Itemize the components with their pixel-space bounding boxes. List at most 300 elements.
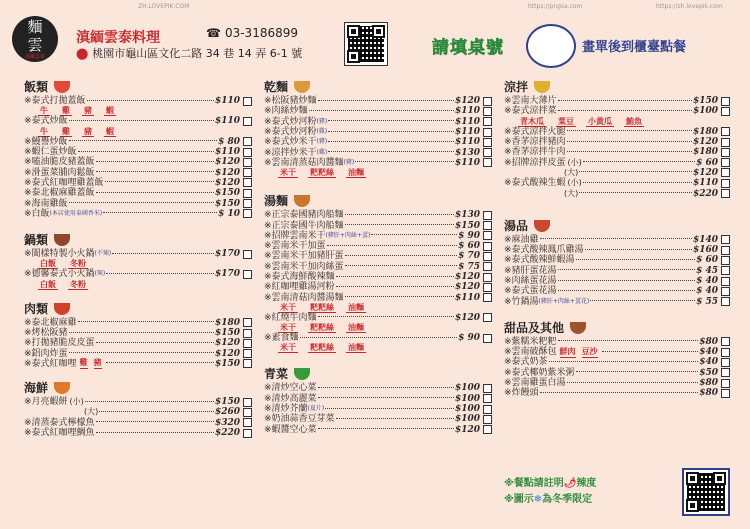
footer-text-2b: 為冬季限定 xyxy=(542,494,593,505)
menu-item-row[interactable] xyxy=(504,157,730,167)
item-name: ※泰式酸辣生蝦 xyxy=(504,178,566,189)
option-label: 豬 xyxy=(84,106,92,116)
item-price: $110 xyxy=(454,137,480,148)
section-title xyxy=(264,192,492,210)
dotted-leader xyxy=(69,140,218,141)
menu-item-row[interactable] xyxy=(504,106,730,116)
order-checkbox[interactable] xyxy=(483,384,492,393)
food-bowl-icon xyxy=(534,220,550,232)
dotted-leader xyxy=(579,192,692,193)
order-checkbox[interactable] xyxy=(483,221,492,230)
item-note: (本店使用泰國香米) xyxy=(49,209,103,217)
section-title-text: 鍋類 xyxy=(24,232,49,247)
order-checkbox[interactable] xyxy=(721,287,730,296)
order-checkbox[interactable] xyxy=(483,334,492,343)
order-checkbox[interactable] xyxy=(483,415,492,424)
order-checkbox[interactable] xyxy=(243,117,252,126)
item-price: $110 xyxy=(454,106,480,117)
item-name: ※月亮蝦餅 xyxy=(24,397,68,408)
menu-section xyxy=(24,300,252,369)
menu-item-row[interactable] xyxy=(24,359,252,369)
item-price: $120 xyxy=(454,424,480,435)
menu-column-3 xyxy=(504,78,730,399)
menu-item-row[interactable] xyxy=(24,188,252,198)
item-name: ※炸饅頭 xyxy=(504,388,539,399)
menu-item-row[interactable] xyxy=(504,286,730,296)
item-name: ※泰式紅咖哩雞蓋飯 xyxy=(24,177,104,188)
menu-item-row[interactable] xyxy=(24,249,252,259)
food-bowl-icon xyxy=(570,322,586,334)
menu-item-row[interactable] xyxy=(264,220,492,230)
order-checkbox[interactable] xyxy=(721,337,730,346)
menu-item-row[interactable] xyxy=(24,147,252,157)
menu-item-row[interactable] xyxy=(504,296,730,306)
dotted-leader xyxy=(583,182,692,183)
option-label: 牛 xyxy=(40,126,48,136)
menu-item-row[interactable] xyxy=(264,147,492,157)
menu-item-row[interactable] xyxy=(24,407,252,417)
menu-section xyxy=(24,78,252,219)
item-price: $120 xyxy=(454,282,480,293)
order-checkbox[interactable] xyxy=(243,418,252,427)
order-checkbox[interactable] xyxy=(243,339,252,348)
watermark-right: https://zh.lovepik.com xyxy=(656,3,723,10)
item-name: ※泰式蛋花湯 xyxy=(504,286,557,297)
menu-item-row[interactable] xyxy=(24,338,252,348)
order-checkbox[interactable] xyxy=(721,148,730,157)
dotted-leader xyxy=(540,392,699,393)
order-checkbox[interactable] xyxy=(721,235,730,244)
footer-text-1: ※餐點請註明 xyxy=(504,478,564,489)
order-checkbox[interactable] xyxy=(721,246,730,255)
option-label: 小黃瓜 xyxy=(588,116,612,126)
phone-icon: ☎ xyxy=(206,26,221,40)
item-price: $110 xyxy=(692,178,718,189)
menu-item-row[interactable] xyxy=(264,394,492,404)
section-title xyxy=(24,379,252,397)
dotted-leader xyxy=(96,421,214,422)
food-bowl-icon xyxy=(54,382,70,394)
item-name: ※泰式紅咖哩 xyxy=(24,358,77,369)
watermark-bar xyxy=(0,0,750,14)
menu-item-row[interactable] xyxy=(264,333,492,343)
item-name: ※香茅涼拌豬肉 xyxy=(504,137,566,148)
dotted-leader xyxy=(345,214,454,215)
item-name: ※雲南清蒸菇肉醬麵 xyxy=(264,157,344,168)
item-note: (豬) xyxy=(343,158,355,166)
dotted-leader xyxy=(309,110,454,111)
item-price: $110 xyxy=(454,116,480,127)
item-name: ※泰式酸辣鳳爪雞湯 xyxy=(504,245,584,256)
item-note: (豬肝+肉絲+蛋) xyxy=(325,231,371,239)
dotted-leader xyxy=(558,100,692,101)
menu-item-row[interactable] xyxy=(504,337,730,347)
order-checkbox[interactable] xyxy=(721,358,730,367)
food-bowl-icon xyxy=(54,303,70,315)
option-label: 油麵 xyxy=(348,168,364,178)
item-price: $ 10 xyxy=(218,208,240,219)
item-name: ※雲南米干加肉絲蛋 xyxy=(264,261,344,272)
item-name: ※泰北椒麻雞蓋飯 xyxy=(24,188,95,199)
order-checkbox[interactable] xyxy=(721,266,730,275)
item-name: ※打拋豬脆皮皮蛋 xyxy=(24,338,95,349)
menu-item-row[interactable] xyxy=(24,96,252,106)
snowflake-icon: ❄ xyxy=(533,494,543,505)
menu-item-row[interactable] xyxy=(24,328,252,338)
option-label: 油麵 xyxy=(348,323,364,333)
option-label: 粑粑絲 xyxy=(310,323,334,333)
option-label: 白飯 xyxy=(40,259,56,269)
item-price: $80 xyxy=(699,388,718,399)
order-checkbox[interactable] xyxy=(243,250,252,259)
item-price: $ 60 xyxy=(696,157,718,168)
item-name: ※松阪豬炒麵 xyxy=(264,96,317,107)
qr-code-top[interactable] xyxy=(344,22,388,66)
menu-item-row[interactable] xyxy=(24,116,252,126)
menu-item-row[interactable] xyxy=(504,235,730,245)
item-price: $220 xyxy=(692,188,718,199)
item-name: ※閩樣特製小火鍋 xyxy=(24,249,95,260)
menu-item-row[interactable] xyxy=(24,428,252,438)
order-checkbox[interactable] xyxy=(483,262,492,271)
order-checkbox[interactable] xyxy=(483,405,492,414)
order-checkbox[interactable] xyxy=(721,107,730,116)
order-checkbox[interactable] xyxy=(483,148,492,157)
order-checkbox[interactable] xyxy=(483,394,492,403)
dotted-leader xyxy=(325,408,454,409)
menu-item-row[interactable] xyxy=(264,292,492,302)
menu-item-row[interactable] xyxy=(24,397,252,407)
order-checkbox[interactable] xyxy=(243,158,252,167)
order-checkbox[interactable] xyxy=(243,148,252,157)
menu-item-row[interactable] xyxy=(264,262,492,272)
order-checkbox[interactable] xyxy=(243,359,252,368)
item-price: $120 xyxy=(214,157,240,168)
item-price: $150 xyxy=(454,220,480,231)
order-checkbox[interactable] xyxy=(483,313,492,322)
option-label: 冬粉 xyxy=(70,259,86,269)
dotted-leader xyxy=(106,273,214,274)
order-checkbox[interactable] xyxy=(483,231,492,240)
item-price: $180 xyxy=(692,147,718,158)
item-name: ※雲南清菇肉醬湯麵 xyxy=(264,292,344,303)
item-price: $150 xyxy=(214,328,240,338)
item-note: (不辣) xyxy=(94,250,112,258)
menu-item-row[interactable] xyxy=(504,127,730,137)
dotted-leader xyxy=(345,255,458,256)
item-name: ※泰式海鮮酸辣麵 xyxy=(264,272,335,282)
order-checkbox[interactable] xyxy=(483,107,492,116)
order-title: 請填桌號 xyxy=(432,38,504,58)
menu-item-row[interactable] xyxy=(504,266,730,276)
item-options xyxy=(24,127,252,137)
menu-item-row[interactable] xyxy=(264,96,492,106)
item-name: ※泰式炒米干 xyxy=(264,137,317,148)
menu-item-row[interactable] xyxy=(24,157,252,167)
menu-item-row[interactable] xyxy=(24,418,252,428)
menu-item-row[interactable] xyxy=(264,106,492,116)
item-price: $80 xyxy=(699,336,718,347)
item-name: ※泰式椰奶紫米粥 xyxy=(504,367,575,378)
item-name: ※竹鍋湯 xyxy=(504,296,539,307)
order-checkbox[interactable] xyxy=(243,168,252,177)
order-checkbox[interactable] xyxy=(243,408,252,417)
dotted-leader xyxy=(96,432,214,433)
order-checkbox[interactable] xyxy=(721,138,730,147)
order-checkbox[interactable] xyxy=(243,199,252,208)
dotted-leader xyxy=(345,265,458,266)
menu-item-row[interactable] xyxy=(264,383,492,393)
dotted-leader xyxy=(336,418,454,419)
dotted-leader xyxy=(567,141,692,142)
option-label: 冬粉 xyxy=(70,279,86,289)
dotted-leader xyxy=(567,130,692,131)
order-checkbox[interactable] xyxy=(721,179,730,188)
item-name: ※招牌涼拌皮蛋 xyxy=(504,157,566,168)
item-price: $120 xyxy=(214,348,240,359)
menu-column-2 xyxy=(264,78,492,435)
order-checkbox[interactable] xyxy=(243,209,252,218)
option-label: 米干 xyxy=(280,302,296,312)
menu-item-row[interactable] xyxy=(264,210,492,220)
menu-item-row[interactable] xyxy=(24,198,252,208)
order-checkbox[interactable] xyxy=(483,211,492,220)
order-checkbox[interactable] xyxy=(721,379,730,388)
item-name: ※香茅涼拌牛肉 xyxy=(504,147,566,158)
menu-item-row[interactable] xyxy=(264,241,492,251)
order-checkbox[interactable] xyxy=(483,425,492,434)
item-price: $100 xyxy=(454,414,480,425)
menu-item-row[interactable] xyxy=(24,318,252,328)
item-price: $150 xyxy=(214,198,240,209)
menu-item-row[interactable] xyxy=(504,245,730,255)
order-checkbox[interactable] xyxy=(243,270,252,279)
menu-item-row[interactable] xyxy=(264,282,492,292)
item-name: ※泰式打拋蓋飯 xyxy=(24,96,86,107)
item-options xyxy=(264,168,492,178)
section-title xyxy=(24,78,252,96)
item-name: ※豬肝蛋花湯 xyxy=(504,265,557,276)
order-checkbox[interactable] xyxy=(243,429,252,438)
item-price: $110 xyxy=(454,127,480,138)
order-checkbox[interactable] xyxy=(483,293,492,302)
option-label: 油麵 xyxy=(348,343,364,353)
item-options xyxy=(24,259,252,269)
item-name: ※泰式涼拌火腿 xyxy=(504,126,566,137)
dotted-leader xyxy=(585,249,692,250)
menu-section xyxy=(264,192,492,353)
order-checkbox[interactable] xyxy=(243,97,252,106)
order-checkbox[interactable] xyxy=(721,127,730,136)
order-checkbox[interactable] xyxy=(243,137,252,146)
store-logo xyxy=(12,16,58,62)
order-checkbox[interactable] xyxy=(483,283,492,292)
item-price: $320 xyxy=(214,417,240,428)
order-checkbox[interactable] xyxy=(483,97,492,106)
dotted-leader xyxy=(345,224,454,225)
menu-item-row[interactable] xyxy=(504,388,730,398)
order-checkbox[interactable] xyxy=(483,242,492,251)
menu-item-row[interactable] xyxy=(504,357,730,367)
item-name: ※德馨泰式小火鍋 xyxy=(24,269,95,280)
order-checkbox[interactable] xyxy=(243,178,252,187)
item-price: $100 xyxy=(454,404,480,415)
item-price: $ 80 xyxy=(218,136,240,147)
item-name: ※鋁肉炸蛋 xyxy=(24,348,68,359)
menu-item-row[interactable] xyxy=(24,167,252,177)
dotted-leader xyxy=(78,151,214,152)
item-price: $220 xyxy=(214,428,240,439)
menu-item-row[interactable] xyxy=(504,368,730,378)
dotted-leader xyxy=(318,428,454,429)
menu-item-row[interactable] xyxy=(264,313,492,323)
item-name: ※雲南米干加豬肝蛋 xyxy=(264,251,344,262)
footer-note-spice xyxy=(504,474,596,489)
item-price: $130 xyxy=(454,147,480,158)
dotted-leader xyxy=(540,238,692,239)
item-name: ※泰北椒麻雞 xyxy=(24,317,77,328)
menu-item-row[interactable] xyxy=(504,168,730,178)
item-price: $ 60 xyxy=(458,241,480,252)
option-label: 粑粑絲 xyxy=(310,168,334,178)
order-checkbox[interactable] xyxy=(721,297,730,306)
menu-item-row[interactable] xyxy=(264,231,492,241)
item-options xyxy=(264,343,492,353)
section-title xyxy=(264,365,492,383)
order-checkbox[interactable] xyxy=(483,273,492,282)
item-price: $40 xyxy=(699,357,718,368)
item-price: $150 xyxy=(214,188,240,199)
menu-item-row[interactable] xyxy=(504,137,730,147)
option-label: 米干 xyxy=(280,343,296,353)
order-checkbox[interactable] xyxy=(721,348,730,357)
section-title-text: 湯品 xyxy=(504,218,529,233)
menu-item-row[interactable] xyxy=(264,414,492,424)
menu-item-row[interactable] xyxy=(504,188,730,198)
menu-item-row[interactable] xyxy=(264,127,492,137)
dotted-leader xyxy=(96,342,214,343)
order-checkbox[interactable] xyxy=(483,158,492,167)
item-price: $110 xyxy=(214,147,240,158)
table-number-field[interactable] xyxy=(526,24,576,68)
menu-item-row[interactable] xyxy=(504,147,730,157)
menu-item-row[interactable] xyxy=(504,255,730,265)
option-label: 白飯 xyxy=(40,279,56,289)
menu-item-row[interactable] xyxy=(264,158,492,168)
menu-item-row[interactable] xyxy=(24,209,252,219)
order-checkbox[interactable] xyxy=(721,168,730,177)
item-name: ※雲南米干加蛋 xyxy=(264,241,326,252)
dotted-leader xyxy=(371,234,457,235)
menu-section xyxy=(504,217,730,307)
order-checkbox[interactable] xyxy=(721,97,730,106)
inline-option: 豆沙 xyxy=(581,346,598,356)
menu-item-row[interactable] xyxy=(264,117,492,127)
section-title xyxy=(24,300,252,318)
dotted-leader xyxy=(558,290,696,291)
dotted-leader xyxy=(567,151,692,152)
item-price: $150 xyxy=(214,397,240,408)
dotted-leader xyxy=(602,351,699,352)
section-title xyxy=(24,231,252,249)
address-text: 桃園市龜山區文化二路 34 巷 14 弄 6-1 號 xyxy=(92,47,303,60)
order-checkbox[interactable] xyxy=(243,349,252,358)
watermark-mid: https://pngsa.com xyxy=(528,3,583,10)
order-checkbox[interactable] xyxy=(243,318,252,327)
menu-item-row[interactable] xyxy=(264,272,492,282)
order-checkbox[interactable] xyxy=(721,158,730,167)
order-checkbox[interactable] xyxy=(721,368,730,377)
menu-item-row[interactable] xyxy=(24,137,252,147)
item-price: $ 90 xyxy=(458,333,480,344)
order-checkbox[interactable] xyxy=(721,277,730,286)
food-bowl-icon xyxy=(294,195,310,207)
item-note: (雞) xyxy=(316,148,328,156)
order-checkbox[interactable] xyxy=(721,256,730,265)
section-title-text: 海鮮 xyxy=(24,381,49,396)
item-price: $110 xyxy=(454,157,480,168)
dotted-leader xyxy=(318,387,454,388)
item-price: $140 xyxy=(692,234,718,245)
chili-icon: 🌶 xyxy=(563,478,577,489)
menu-item-row[interactable] xyxy=(264,251,492,261)
menu-item-row[interactable] xyxy=(504,276,730,286)
menu-section xyxy=(24,231,252,290)
logo-sub: 滇緬雲泰 xyxy=(24,54,45,60)
menu-item-row[interactable] xyxy=(504,96,730,106)
dotted-leader xyxy=(576,371,699,372)
dotted-leader xyxy=(300,337,458,338)
order-checkbox[interactable] xyxy=(483,128,492,137)
menu-section xyxy=(24,379,252,438)
item-price: $120 xyxy=(454,312,480,323)
menu-item-row[interactable] xyxy=(504,347,730,357)
menu-item-row[interactable] xyxy=(24,178,252,188)
order-checkbox[interactable] xyxy=(243,398,252,407)
menu-item-row[interactable] xyxy=(264,137,492,147)
order-checkbox[interactable] xyxy=(721,189,730,198)
order-checkbox[interactable] xyxy=(483,138,492,147)
order-checkbox[interactable] xyxy=(721,389,730,398)
item-price: $120 xyxy=(692,137,718,148)
qr-code-bottom[interactable] xyxy=(682,468,730,516)
option-label: 菜豆 xyxy=(558,116,574,126)
menu-item-row[interactable] xyxy=(264,425,492,435)
food-bowl-icon xyxy=(534,81,550,93)
item-note: (辣) xyxy=(94,270,106,278)
option-label: 鮪魚 xyxy=(626,116,642,126)
item-price: $80 xyxy=(699,378,718,389)
order-checkbox[interactable] xyxy=(483,117,492,126)
order-checkbox[interactable] xyxy=(243,189,252,198)
menu-item-row[interactable] xyxy=(504,178,730,188)
menu-item-row[interactable] xyxy=(24,269,252,279)
dotted-leader xyxy=(106,362,214,363)
menu-item-row[interactable] xyxy=(264,404,492,414)
menu-section xyxy=(504,78,730,199)
item-price: $120 xyxy=(454,272,480,282)
item-price: $150 xyxy=(692,96,718,107)
dotted-leader xyxy=(336,286,454,287)
order-checkbox[interactable] xyxy=(243,329,252,338)
order-checkbox[interactable] xyxy=(483,252,492,261)
menu-item-row[interactable] xyxy=(24,348,252,358)
food-bowl-icon xyxy=(54,234,70,246)
menu-item-row[interactable] xyxy=(504,378,730,388)
dotted-leader xyxy=(105,181,214,182)
item-price: $110 xyxy=(454,292,480,303)
item-price: $160 xyxy=(692,245,718,256)
